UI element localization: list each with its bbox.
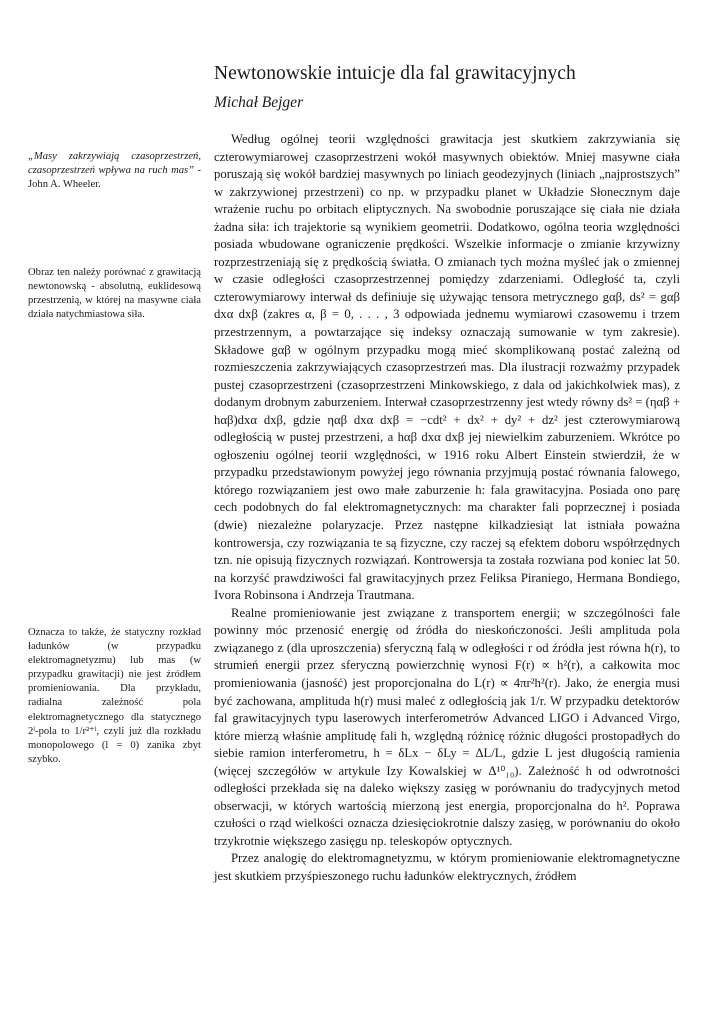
margin-note-static-charges: Oznacza to także, że statyczny rozkład ładunków (w przypadku elektromagnetyzmu) lub mas (w przypadku grawitacji) nie jest źródłem promieniowania. Dla przykładu, radialna zależność pola elektromagnetycznego dla statycznego 2ˡ-pola to 1/r²⁺ˡ, czyli już dla rozkładu monopolowego (l = 0) zanika zbyt szybko. (28, 627, 201, 765)
margin-note-newton: Obraz ten należy porównać z grawitacją newtonowską - absolutną, euklidesową przestrzenią, w której na masywne ciała działa natychmiastowa siła. (28, 267, 201, 321)
margin-note-quote (28, 150, 201, 192)
margin-quote-attribution: - John A. Wheeler. (28, 165, 201, 191)
article-body (214, 131, 680, 886)
margin-quote-text: „Masy zakrzywiają czasoprzestrzeń, czasoprzestrzeń wpływa na ruch mas” (28, 151, 201, 177)
body-paragraph: Realne promieniowanie jest związane z transportem energii; w szczególności fale powinny móc przenosić energię od źródła do nieskończoności. Jeśli amplituda pola związanego z (dla uproszczenia) sferyczną falą w odległości r od źródła jest równa h(r), to strumień energii przez sferyczną powierzchnię wynosi F(r) ∝ h²(r), a całkowita moc promieniowania (jasność) jest proporcjonalna do L(r) ∝ 4πr²h²(r). Jako, że energia musi być zachowana, amplituda h(r) musi maleć z odległością jak 1/r. W przypadku detektorów fal grawitacyjnych typu laserowych interferometrów Advanced LIGO i Advanced Virgo, które mierzą właśnie amplitudę fali h, względną różnicę różnic długości prostopadłych do siebie ramion interferometru, h = δLx − δLy = ΔL/L, gdzie L jest długością ramienia (więcej szczegółów w artykule Izy Kowalskiej w Δ¹⁰₁₀). Zależność h od odwrotności odległości przekłada się na daleko większy zasięg w porównaniu do tradycyjnych metod obserwacji, w których wartością mierzoną jest energia, proporcjonalna do h². Poprawa czułości o rząd wielkości oznacza dziesięciokrotnie dalszy zasięg, w porównaniu do około trzykrotnie większego zasięgu np. teleskopów optycznych. (214, 605, 680, 848)
body-paragraph: Przez analogię do elektromagnetyzmu, w którym promieniowanie elektromagnetyczne jest skutkiem przyśpieszonego ruchu ładunków elektrycznych, źródłem (214, 851, 680, 883)
article-title: Newtonowskie intuicje dla fal grawitacyjnych (214, 63, 576, 84)
body-paragraph: Według ogólnej teorii względności grawitacja jest skutkiem zakrzywiania się czterowymiarowej czasoprzestrzeni wokół masywnych obiektów. Mniej masywne ciała poruszają się wokół bardziej masywnych po liniach geodezyjnych (liniach „najprostszych” w zakrzywionej przestrzeni) co np. w przypadku planet w Układzie Słonecznym daje wrażenie ruchu po orbitach eliptycznych. Na swobodnie poruszające się ciała nie działa żadna siła: ich trajektorie są wynikiem geometrii. Dodatkowo, ogólna teoria względności posiada wbudowane ograniczenie prędkości. Wszelkie informacje o zmianie krzywizny rozprzestrzeniają się z prędkością światła. O zmianach tych można myśleć jak o zmiennej w czasie odległości czasoprzestrzennej pomiędzy zdarzeniami. Odległość ta, czyli czterowymiarowy interwał ds definiuje się używając tensora metrycznego gαβ, ds² = gαβ dxα dxβ (zakres α, β = 0, . . . , 3 odpowiada jednemu wymiarowi czasowemu i trzem przestrzennym, a powtarzające się indeksy oznaczają sumowanie w tym zakresie). Składowe gαβ w ogólnym przypadku mogą mieć skomplikowaną postać zależną od rozmieszczenia zakrzywiających czasoprzestrzeń mas. Dla ilustracji rozważmy przypadek pustej czasoprzestrzeni (czasoprzestrzeni Minkowskiego, z dala od jakichkolwiek mas), z dodanym drobnym zaburzeniem. Interwał czasoprzestrzenny jest wtedy równy ds² = (ηαβ + hαβ)dxα dxβ, gdzie ηαβ dxα dxβ = −cdt² + dx² + dy² + dz² jest czterowymiarową odległością w pustej przestrzeni, a hαβ dxα dxβ jej niewielkim zaburzeniem. Wkrótce po ogłoszeniu ogólnej teorii względności, w 1916 roku Albert Einstein stwierdził, że w przypadku przedstawionym powyżej jego równania przyjmują postać równania falowego, którego rozwiązaniem jest owo małe zaburzenie h: fala grawitacyjna. Posiada ono parę cech podobnych do fal elektromagnetycznych: ma charakter fali poprzecznej i posiada (dwie) niezależne polaryzacje. Przez następne kilkadziesiąt lat istniała poważna kontrowersja, czy rozwiązania te są fizyczne, czy raczej są efektem doboru współrzędnych tzn. nie opisują fizycznych rozwiązań. Kontrowersja ta została rozwiana pod koniec lat 50. na korzyść prawdziwości fal grawitacyjnych przez Feliksa Piraniego, Hermana Bondiego, Ivora Robinsona i Andrzeja Trautmana. (214, 132, 680, 603)
article-author: Michał Bejger (214, 94, 304, 111)
